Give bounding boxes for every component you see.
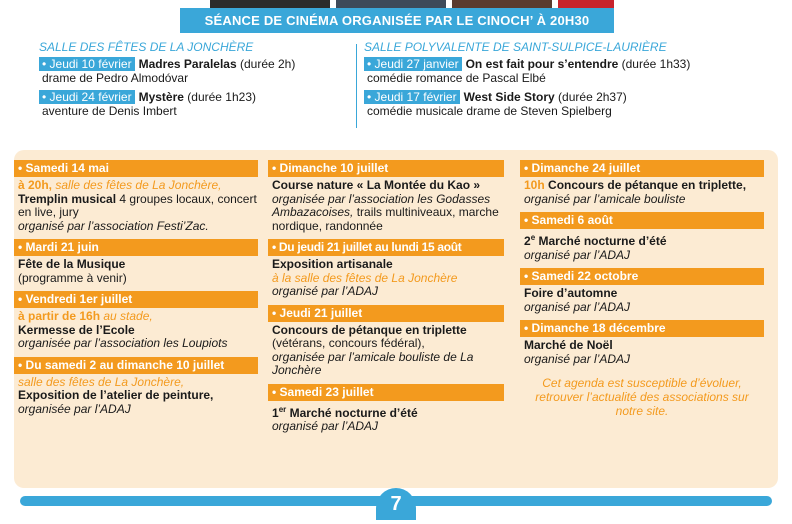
film-title: West Side Story <box>463 90 555 104</box>
event-time: à partir de 16h <box>18 309 101 323</box>
event-details <box>14 179 258 233</box>
cinema-left-column <box>39 40 354 123</box>
event-title: Marché nocturne d’été <box>286 405 418 420</box>
film-duration: (durée 2h) <box>236 57 296 71</box>
event-text: (vétérans, concours fédéral), <box>272 336 425 350</box>
event-ordinal-suffix: e <box>530 233 536 242</box>
film-description: comédie romance de Pascal Elbé <box>367 71 546 85</box>
event-date: • Samedi 14 mai <box>14 160 258 177</box>
film-poster-image <box>452 0 552 8</box>
event-date: • Dimanche 10 juillet <box>268 160 504 177</box>
event-place: salle des fêtes de La Jonchère, <box>52 178 222 192</box>
event-date: • Samedi 23 juillet <box>268 384 504 401</box>
event-organizer: organisée par l’association les Godasses Ambazacoises, <box>272 191 491 219</box>
film-title: On est fait pour s’entendre <box>465 57 619 71</box>
agenda-column-2 <box>268 160 504 440</box>
film-poster-image <box>336 0 446 8</box>
top-photo-strip <box>0 0 792 8</box>
event-ordinal: 2 <box>524 234 531 248</box>
agenda-note: Cet agenda est susceptible d’évoluer, retrouver l’actualité des associations sur notre site. <box>535 376 749 418</box>
event-date: • Du jeudi 21 juillet au lundi 15 août <box>268 239 504 256</box>
event-organizer: organisée par l’ADAJ <box>18 401 131 416</box>
film-entry <box>364 90 764 118</box>
film-duration: (durée 2h37) <box>554 90 627 104</box>
event-date: • Samedi 22 octobre <box>520 268 764 285</box>
film-poster-image <box>558 0 614 8</box>
event-title: Exposition de l’atelier de peinture, <box>18 388 214 402</box>
cinema-right-column <box>364 40 764 123</box>
event-details <box>520 287 764 314</box>
event-organizer: organisé par l’ADAJ <box>272 284 379 298</box>
event-date: • Du samedi 2 au dimanche 10 juillet <box>14 357 258 374</box>
event-title: Kermesse de l’Ecole <box>18 322 135 337</box>
film-duration: (durée 1h23) <box>183 90 256 104</box>
film-entry <box>39 90 354 118</box>
film-date: • Jeudi 10 février <box>39 57 135 71</box>
event-details <box>268 324 504 378</box>
film-date: • Jeudi 27 janvier <box>364 57 462 71</box>
venue-title: SALLE POLYVALENTE DE SAINT-SULPICE-LAURIÈRE <box>364 40 667 54</box>
event-title: Marché nocturne d’été <box>535 234 667 248</box>
event-organizer: organisé par l’association Festi’Zac. <box>18 218 209 233</box>
event-ordinal: 1 <box>272 405 279 420</box>
event-ordinal-suffix: er <box>278 404 287 414</box>
event-title: Tremplin musical <box>18 191 117 206</box>
event-date: • Mardi 21 juin <box>14 239 258 256</box>
event-date: • Samedi 6 août <box>520 212 764 229</box>
column-divider <box>356 44 357 128</box>
event-place: au stade, <box>100 309 153 323</box>
event-organizer: organisé par l’ADAJ <box>524 299 631 314</box>
event-organizer: organisé par l’ADAJ <box>272 419 379 433</box>
film-entry <box>39 57 354 85</box>
film-title: Mystère <box>138 90 184 104</box>
event-time: à 20h, <box>18 178 53 192</box>
event-text: (programme à venir) <box>18 270 127 285</box>
event-details <box>14 258 258 285</box>
event-time: 10h <box>524 178 545 192</box>
agenda-column-3 <box>520 160 764 418</box>
event-title: Fête de la Musique <box>18 257 126 271</box>
film-duration: (durée 1h33) <box>618 57 691 71</box>
event-details <box>14 310 258 351</box>
film-description: comédie musicale drame de Steven Spielberg <box>367 104 612 118</box>
event-date: • Jeudi 21 juillet <box>268 305 504 322</box>
film-title: Madres Paralelas <box>138 57 237 71</box>
film-description: drame de Pedro Almodóvar <box>42 71 189 85</box>
event-title: Marché de Noël <box>524 338 613 352</box>
film-entry <box>364 57 764 85</box>
page-number: 7 <box>376 488 416 520</box>
event-title: Concours de pétanque en triplette <box>272 322 467 337</box>
event-title: Concours de pétanque en triplette, <box>544 178 747 192</box>
event-title: Exposition artisanale <box>272 257 393 271</box>
event-details <box>268 403 504 434</box>
event-organizer: organisée par l’association les Loupiots <box>18 336 228 350</box>
event-organizer: organisé par l’amicale bouliste <box>524 191 686 206</box>
event-place: salle des fêtes de La Jonchère, <box>18 374 185 389</box>
event-details <box>520 179 764 206</box>
event-details <box>520 339 764 366</box>
event-date: • Dimanche 24 juillet <box>520 160 764 177</box>
event-organizer: organisée par l’amicale bouliste de La Jonchère <box>272 349 474 377</box>
cinema-banner: SÉANCE DE CINÉMA ORGANISÉE PAR LE CINOCH’ À 20H30 <box>180 8 614 33</box>
event-organizer: organisé par l’ADAJ <box>524 247 631 262</box>
film-poster-image <box>210 0 330 8</box>
venue-title: SALLE DES FÊTES DE LA JONCHÈRE <box>39 40 254 54</box>
event-date: • Dimanche 18 décembre <box>520 320 764 337</box>
film-date: • Jeudi 17 février <box>364 90 460 104</box>
event-title: Foire d’automne <box>524 286 618 300</box>
event-details <box>520 231 764 262</box>
event-details <box>14 376 258 417</box>
film-date: • Jeudi 24 février <box>39 90 135 104</box>
event-place: à la salle des fêtes de La Jonchère <box>272 270 458 285</box>
event-details <box>268 258 504 299</box>
event-text: 4 groupes locaux, concert en live, jury <box>18 191 257 219</box>
event-title: Course nature « La Montée du Kao » <box>272 178 481 192</box>
event-text: trails multiniveaux, marche nordique, randonnée <box>272 205 499 233</box>
film-description: aventure de Denis Imbert <box>42 104 177 118</box>
event-details <box>268 179 504 233</box>
event-organizer: organisé par l’ADAJ <box>524 351 631 366</box>
agenda-column-1 <box>14 160 258 422</box>
event-date: • Vendredi 1er juillet <box>14 291 258 308</box>
